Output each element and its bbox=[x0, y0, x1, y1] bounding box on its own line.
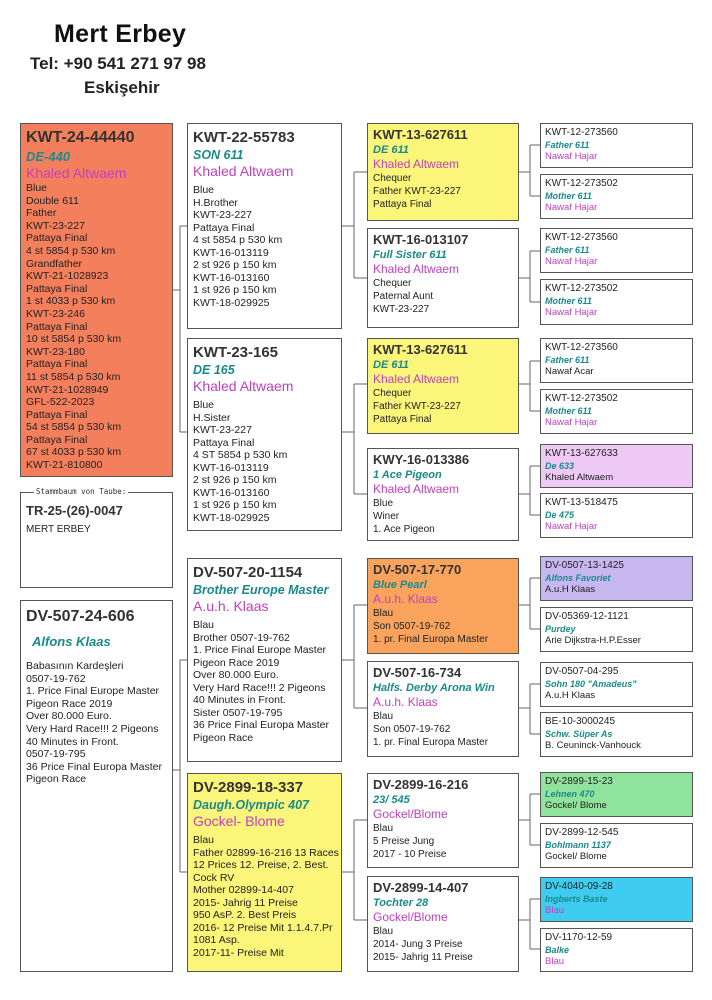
pigeon-name: Bohlmann 1137 bbox=[545, 840, 611, 850]
breeder-name: Nawaf Hajar bbox=[545, 521, 598, 532]
pigeon-name: Lehnen 470 bbox=[545, 789, 595, 799]
pigeon-name: De 475 bbox=[545, 510, 575, 520]
detail-line: 2016- 12 Preise Mit 1.1.4.7.Pr bbox=[193, 921, 333, 934]
breeder-name: Khaled Altwaem bbox=[193, 378, 294, 394]
pigeon-name: Blue Pearl bbox=[373, 579, 427, 591]
detail-line: 40 Minutes in Front. bbox=[26, 735, 119, 748]
detail-line: KWT-21-1028923 bbox=[26, 270, 109, 283]
ring-number: BE-10-3000245 bbox=[545, 716, 616, 727]
detail-line: 4 st 5854 p 530 km bbox=[193, 234, 283, 246]
pigeon-name: Mother 611 bbox=[545, 296, 592, 306]
breeder-name: Blau bbox=[545, 956, 565, 967]
detail-lines bbox=[26, 660, 167, 786]
pigeon-card-gen4 bbox=[540, 389, 693, 434]
owner-phone: Tel: +90 541 271 97 98 bbox=[30, 54, 206, 73]
detail-lines bbox=[373, 607, 513, 646]
ring-number: KWT-12-273502 bbox=[545, 283, 618, 294]
detail-line: Sister 0507-19-795 bbox=[193, 706, 283, 719]
detail-line: KWT-18-029925 bbox=[193, 296, 270, 309]
detail-line: Over 80.000 Euro. bbox=[193, 669, 279, 681]
detail-line: 4 st 5854 p 530 km bbox=[26, 244, 116, 257]
detail-line: GFL-522-2023 bbox=[26, 396, 95, 409]
detail-line: Pattaya Final bbox=[193, 436, 255, 449]
ring-number: KWT-23-165 bbox=[193, 344, 279, 361]
detail-line: Pattaya Final bbox=[26, 358, 88, 371]
pigeon-name: Alfons Favoriet bbox=[545, 573, 611, 583]
detail-line: KWT-23-246 bbox=[26, 307, 85, 320]
ring-number: KWY-16-013386 bbox=[373, 452, 470, 467]
detail-lines bbox=[193, 834, 339, 959]
detail-line: Winer bbox=[373, 511, 400, 522]
detail-line: Khaled Altwaem bbox=[545, 472, 614, 483]
owner-line: MERT ERBEY bbox=[26, 524, 91, 535]
pigeon-card-mother bbox=[20, 600, 173, 972]
pigeon-name: DE 611 bbox=[373, 144, 409, 156]
detail-line: 2014- Jung 3 Preise bbox=[373, 939, 463, 950]
detail-line: 2 st 926 p 150 km bbox=[193, 474, 277, 486]
detail-line: Mother 02899-14-407 bbox=[193, 884, 294, 896]
pigeon-card-gen4 bbox=[540, 556, 693, 601]
detail-line: Very Hard Race!!! 2 Pigeons bbox=[193, 681, 326, 694]
detail-line: 0507-19-762 bbox=[26, 672, 86, 685]
pigeon-name: Father 611 bbox=[545, 245, 590, 255]
breeder-name: Khaled Altwaem bbox=[193, 163, 294, 179]
detail-line: A.u.H Klaas bbox=[545, 690, 596, 701]
detail-line: Blau bbox=[373, 711, 394, 722]
detail-lines bbox=[373, 710, 513, 749]
breeder-name: Nawaf Hajar bbox=[545, 151, 598, 162]
detail-line: Cock RV bbox=[193, 871, 235, 884]
ring-number: DV-2899-14-407 bbox=[373, 880, 469, 895]
breeder-name: Khaled Altwaem bbox=[373, 482, 460, 496]
detail-line: Blue bbox=[26, 182, 48, 194]
detail-lines bbox=[373, 822, 513, 861]
breeder-name: A.u.h. Klaas bbox=[373, 695, 438, 709]
ring-number: TR-25-(26)-0047 bbox=[26, 503, 123, 518]
detail-line: 1 st 926 p 150 km bbox=[193, 499, 277, 511]
detail-line: 67 st 4033 p 530 km bbox=[26, 446, 122, 459]
ring-number: KWT-13-627633 bbox=[545, 448, 618, 459]
pigeon-name: Schw. Süper As bbox=[545, 729, 613, 739]
pigeon-card-gen4 bbox=[540, 772, 693, 817]
detail-line: 2015- Jahrig 11 Preise bbox=[373, 952, 473, 963]
detail-line: KWT-21-810800 bbox=[26, 459, 103, 472]
detail-line: KWT-23-180 bbox=[26, 345, 85, 358]
detail-lines bbox=[26, 182, 167, 472]
detail-lines bbox=[373, 925, 513, 964]
breeder-name: Khaled Altwaem bbox=[373, 262, 460, 276]
pigeon-card-gen2 bbox=[187, 338, 342, 531]
detail-lines bbox=[193, 184, 336, 309]
detail-line: Pattaya Final bbox=[26, 433, 88, 446]
pigeon-name: 23/ 545 bbox=[373, 794, 410, 806]
pigeon-card-gen4 bbox=[540, 493, 693, 538]
detail-line: Son 0507-19-762 bbox=[373, 621, 451, 632]
detail-line: 950 AsP. 2. Best Preis bbox=[193, 909, 297, 921]
detail-line: Pattaya Final bbox=[373, 199, 432, 210]
ring-number: DV-507-17-770 bbox=[373, 562, 462, 577]
pigeon-name: DE 165 bbox=[193, 363, 235, 377]
detail-line: 12 Prices 12. Preise, 2. Best. bbox=[193, 859, 329, 871]
detail-line: 40 Minutes in Front. bbox=[193, 694, 286, 706]
detail-line: KWT-21-1028949 bbox=[26, 383, 109, 396]
detail-line: 0507-19-795 bbox=[26, 748, 86, 761]
ring-number: DV-2899-16-216 bbox=[373, 777, 469, 792]
pigeon-name: 1 Ace Pigeon bbox=[373, 469, 442, 481]
detail-line: KWT-16-013160 bbox=[193, 486, 270, 499]
pigeon-card-gen4 bbox=[540, 174, 693, 219]
detail-line: Blau bbox=[373, 608, 394, 619]
ring-number: KWT-22-55783 bbox=[193, 129, 295, 146]
detail-line: Blau bbox=[373, 823, 394, 834]
pigeon-card-gen4 bbox=[540, 279, 693, 325]
pigeon-name: DE-440 bbox=[26, 149, 71, 164]
pigeon-card-gen4 bbox=[540, 823, 693, 868]
ring-number: KWT-13-627611 bbox=[373, 127, 468, 142]
owner-city: Eskişehir bbox=[84, 78, 160, 97]
detail-lines bbox=[373, 497, 513, 536]
detail-line: Son 0507-19-762 bbox=[373, 724, 451, 735]
ring-number: DV-2899-12-545 bbox=[545, 827, 619, 838]
detail-line: 5 Preise Jung bbox=[373, 836, 435, 847]
breeder-name: Nawaf Hajar bbox=[545, 417, 598, 428]
detail-line: Chequer bbox=[373, 173, 412, 184]
pigeon-name: Mother 611 bbox=[545, 406, 592, 416]
ring-number: KWT-12-273560 bbox=[545, 127, 618, 138]
detail-line: Pattaya Final bbox=[373, 414, 432, 425]
detail-line: Chequer bbox=[373, 388, 412, 399]
ring-number: KWT-12-273502 bbox=[545, 393, 618, 404]
detail-line: Brother 0507-19-762 bbox=[193, 631, 290, 644]
detail-line: Pigeon Race 2019 bbox=[26, 697, 113, 710]
detail-line: Blue bbox=[193, 184, 215, 196]
breeder-name: Khaled Altwaem bbox=[373, 372, 460, 386]
pigeon-card-gen4 bbox=[540, 928, 693, 972]
breeder-name: Gockel/Blome bbox=[373, 910, 448, 924]
detail-line: Father KWT-23-227 bbox=[373, 401, 461, 412]
detail-line: Pattaya Final bbox=[26, 320, 88, 333]
detail-line: Pigeon Race 2019 bbox=[193, 656, 280, 669]
pigeon-card-gen4 bbox=[540, 123, 693, 168]
detail-line: Gockel/ Blome bbox=[545, 800, 607, 811]
ring-number: KWT-12-273560 bbox=[545, 342, 618, 353]
stammbaum-card bbox=[20, 492, 173, 588]
pigeon-name: Father 611 bbox=[545, 355, 590, 365]
detail-line: 2017-11- Preise Mit bbox=[193, 946, 284, 959]
ring-number: KWT-12-273560 bbox=[545, 232, 618, 243]
detail-line: H.Brother bbox=[193, 196, 238, 209]
pigeon-card-gen2 bbox=[187, 773, 342, 972]
detail-lines bbox=[373, 172, 513, 211]
detail-line: 1. Price Final Europe Master bbox=[193, 644, 327, 656]
pigeon-card-gen4 bbox=[540, 607, 693, 652]
owner-name: Mert Erbey bbox=[54, 20, 187, 48]
ring-number: DV-507-16-734 bbox=[373, 665, 462, 680]
detail-line: 36 Price Final Europa Master bbox=[193, 719, 329, 731]
breeder-name: Khaled Altwaem bbox=[373, 157, 460, 171]
detail-line: KWT-23-227 bbox=[193, 209, 252, 221]
detail-line: Father KWT-23-227 bbox=[373, 186, 461, 197]
detail-line: Blau bbox=[373, 926, 394, 937]
detail-line: 1081 Asp. bbox=[193, 934, 240, 946]
pigeon-name: Tochter 28 bbox=[373, 897, 429, 909]
pigeon-name: Daugh.Olympic 407 bbox=[193, 798, 310, 812]
detail-line: Arie Dijkstra-H.P.Esser bbox=[545, 635, 641, 646]
pigeon-card-gen2 bbox=[187, 558, 342, 762]
detail-line: 4 ST 5854 p 530 km bbox=[193, 449, 288, 461]
pigeon-card-gen4 bbox=[540, 338, 693, 383]
detail-line: KWT-16-013119 bbox=[193, 246, 269, 259]
breeder-name: Nawaf Hajar bbox=[545, 307, 598, 318]
pigeon-card-gen2 bbox=[187, 123, 342, 329]
pigeon-card-gen3 bbox=[367, 228, 519, 328]
ring-number: KWT-24-44440 bbox=[26, 129, 135, 146]
detail-line: 1 st 926 p 150 km bbox=[193, 284, 277, 296]
detail-line: Pigeon Race bbox=[193, 731, 254, 744]
ring-number: KWT-13-518475 bbox=[545, 497, 618, 508]
breeder-name: Khaled Altwaem bbox=[26, 165, 127, 181]
detail-line: KWT-18-029925 bbox=[193, 511, 270, 524]
detail-line: 36 Price Final Europa Master bbox=[26, 760, 162, 773]
detail-line: 1. Price Final Europe Master bbox=[26, 685, 160, 698]
detail-line: Gockel/ Blome bbox=[545, 851, 607, 862]
detail-line: KWT-23-227 bbox=[373, 304, 430, 315]
breeder-name: Nawaf Hajar bbox=[545, 202, 598, 213]
detail-line: 11 st 5854 p 530 km bbox=[26, 370, 121, 383]
detail-line: 1. Ace Pigeon bbox=[373, 524, 435, 535]
pigeon-card-gen4 bbox=[540, 877, 693, 922]
detail-line: Blue bbox=[373, 498, 394, 509]
pigeon-name: Brother Europe Master bbox=[193, 583, 329, 597]
detail-line: Chequer bbox=[373, 278, 412, 289]
detail-line: 54 st 5854 p 530 km bbox=[26, 421, 122, 434]
pigeon-name: De 633 bbox=[545, 461, 575, 471]
detail-line: A.u.H Klaas bbox=[545, 584, 596, 595]
detail-lines bbox=[373, 277, 513, 316]
detail-line: KWT-16-013119 bbox=[193, 461, 269, 474]
detail-line: Father bbox=[26, 207, 57, 220]
detail-line: Nawaf Acar bbox=[545, 366, 594, 377]
ring-number: DV-1170-12-59 bbox=[545, 932, 613, 943]
breeder-name: Gockel/Blome bbox=[373, 807, 448, 821]
pigeon-card-gen4 bbox=[540, 444, 693, 488]
detail-line: KWT-23-227 bbox=[193, 424, 252, 436]
detail-line: Double 611 bbox=[26, 194, 79, 207]
pigeon-card-gen4 bbox=[540, 228, 693, 273]
ring-number: DV-0507-13-1425 bbox=[545, 560, 624, 571]
pigeon-name: Full Sister 611 bbox=[373, 249, 447, 261]
pigeon-name: Sohn 180 "Amadeus" bbox=[545, 679, 637, 689]
pigeon-card-gen3 bbox=[367, 558, 519, 654]
ring-number: DV-4040-09-28 bbox=[545, 881, 613, 892]
ring-number: KWT-13-627611 bbox=[373, 342, 468, 357]
pigeon-card-gen3 bbox=[367, 448, 519, 541]
detail-line: Blue bbox=[193, 399, 215, 411]
detail-line: 2 st 926 p 150 km bbox=[193, 259, 277, 271]
pigeon-card-father bbox=[20, 123, 173, 477]
pigeon-name: Halfs. Derby Arona Win bbox=[373, 682, 495, 694]
detail-line: Grandfather bbox=[26, 257, 83, 270]
pigeon-name: Balke bbox=[545, 945, 570, 955]
breeder-name: A.u.h. Klaas bbox=[193, 598, 269, 614]
stammbaum-label: Stammbaum von Taube: bbox=[36, 487, 127, 496]
pigeon-card-gen4 bbox=[540, 712, 693, 757]
detail-line: Pattaya Final bbox=[26, 232, 88, 245]
detail-line: 1 st 4033 p 530 km bbox=[26, 295, 116, 308]
detail-line: Pigeon Race bbox=[26, 773, 87, 786]
detail-line: Paternal Aunt bbox=[373, 291, 434, 302]
detail-line: Blau bbox=[193, 834, 215, 846]
breeder-name: Gockel- Blome bbox=[193, 813, 285, 829]
detail-line: Over 80.000 Euro. bbox=[26, 710, 112, 723]
pigeon-card-gen3 bbox=[367, 876, 519, 972]
ring-number: KWT-16-013107 bbox=[373, 232, 469, 247]
detail-line: Blau bbox=[193, 619, 215, 631]
detail-line: 2015- Jahrig 11 Preise bbox=[193, 896, 298, 909]
ring-number: DV-0507-04-295 bbox=[545, 666, 619, 677]
detail-line: KWT-23-227 bbox=[26, 219, 85, 232]
detail-line: 1. pr. Final Europa Master bbox=[373, 737, 489, 748]
pigeon-card-gen3 bbox=[367, 773, 519, 868]
detail-line: Pattaya Final bbox=[26, 282, 88, 295]
pigeon-name: SON 611 bbox=[193, 148, 244, 162]
pigeon-name: DE 611 bbox=[373, 359, 409, 371]
detail-lines bbox=[193, 619, 336, 744]
pigeon-name: Ingberts Baste bbox=[545, 894, 608, 904]
detail-line: Babasının Kardeşleri bbox=[26, 660, 124, 672]
ring-number: DV-507-20-1154 bbox=[193, 564, 303, 581]
breeder-name: A.u.h. Klaas bbox=[373, 592, 438, 606]
pigeon-card-gen3 bbox=[367, 661, 519, 757]
ring-number: DV-507-24-606 bbox=[26, 608, 135, 625]
detail-lines bbox=[373, 387, 513, 426]
ring-number: DV-2899-15-23 bbox=[545, 776, 613, 787]
detail-line: 10 st 5854 p 530 km bbox=[26, 333, 122, 346]
detail-line: Father 02899-16-216 13 Races bbox=[193, 846, 339, 859]
detail-line: Very Hard Race!!! 2 Pigeons bbox=[26, 722, 159, 735]
pigeon-name: Father 611 bbox=[545, 140, 590, 150]
pigeon-name: Purdey bbox=[545, 624, 576, 634]
pigeon-name: Alfons Klaas bbox=[32, 634, 111, 649]
breeder-name: Blau bbox=[545, 905, 565, 916]
pigeon-card-gen3 bbox=[367, 338, 519, 434]
detail-line: Pattaya Final bbox=[26, 408, 88, 421]
breeder-name: Nawaf Hajar bbox=[545, 256, 598, 267]
detail-line: 2017 - 10 Preise bbox=[373, 849, 447, 860]
detail-line: 1. pr. Final Europa Master bbox=[373, 634, 489, 645]
ring-number: KWT-12-273502 bbox=[545, 178, 618, 189]
ring-number: DV-05369-12-1121 bbox=[545, 611, 629, 622]
detail-lines bbox=[193, 399, 336, 524]
ring-number: DV-2899-18-337 bbox=[193, 779, 304, 796]
pigeon-card-gen4 bbox=[540, 662, 693, 707]
detail-line: H.Sister bbox=[193, 411, 231, 424]
pigeon-name: Mother 611 bbox=[545, 191, 592, 201]
detail-line: B. Ceuninck-Vanhouck bbox=[545, 740, 641, 751]
detail-line: Pattaya Final bbox=[193, 221, 255, 234]
detail-line: KWT-16-013160 bbox=[193, 271, 270, 284]
pigeon-card-gen3 bbox=[367, 123, 519, 221]
